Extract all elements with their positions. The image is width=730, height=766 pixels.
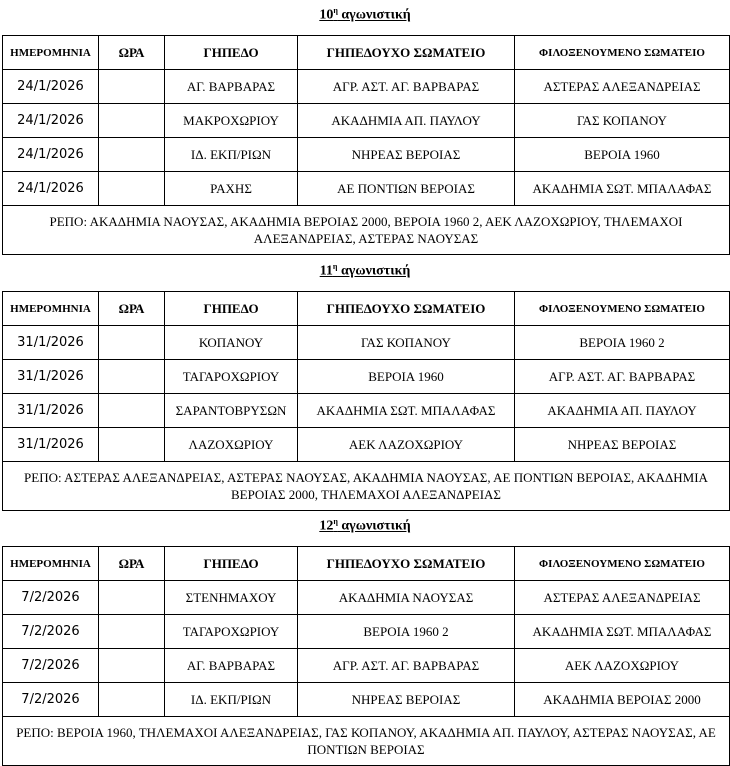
fixtures-table — [2, 35, 730, 255]
round-title — [0, 6, 730, 24]
match-venue: ΤΑΓΑΡΟΧΩΡΙΟΥ — [165, 615, 298, 649]
match-home-team: ΑΚΑΔΗΜΙΑ ΑΠ. ΠΑΥΛΟΥ — [298, 104, 515, 138]
repo-row — [3, 206, 730, 255]
match-away-team: ΑΓΡ. ΑΣΤ. ΑΓ. ΒΑΡΒΑΡΑΣ — [515, 360, 730, 394]
match-venue: ΣΑΡΑΝΤΟΒΡΥΣΩΝ — [165, 394, 298, 428]
round-title — [0, 262, 730, 280]
match-away-team: ΑΕΚ ΛΑΖΟΧΩΡΙΟΥ — [515, 649, 730, 683]
match-away-team: ΑΚΑΔΗΜΙΑ ΣΩΤ. ΜΠΑΛΑΦΑΣ — [515, 615, 730, 649]
header-time: ΩΡΑ — [99, 547, 165, 581]
match-home-team: ΝΗΡΕΑΣ ΒΕΡΟΙΑΣ — [298, 138, 515, 172]
table-row — [3, 172, 730, 206]
fixtures-table — [2, 291, 730, 511]
match-venue: ΙΔ. ΕΚΠ/ΡΙΩΝ — [165, 138, 298, 172]
header-date: ΗΜΕΡΟΜΗΝΙΑ — [3, 292, 99, 326]
table-row — [3, 70, 730, 104]
header-row — [3, 292, 730, 326]
round-ordinal-suffix: η — [332, 262, 338, 271]
match-date: 7/2/2026 — [3, 683, 99, 717]
table-row — [3, 428, 730, 462]
match-time — [99, 104, 165, 138]
match-home-team: ΝΗΡΕΑΣ ΒΕΡΟΙΑΣ — [298, 683, 515, 717]
match-time — [99, 428, 165, 462]
match-venue: ΛΑΖΟΧΩΡΙΟΥ — [165, 428, 298, 462]
match-date: 7/2/2026 — [3, 615, 99, 649]
match-venue: ΑΓ. ΒΑΡΒΑΡΑΣ — [165, 649, 298, 683]
match-time — [99, 581, 165, 615]
match-time — [99, 683, 165, 717]
round-number: 11 — [319, 263, 333, 279]
match-venue: ΙΔ. ΕΚΠ/ΡΙΩΝ — [165, 683, 298, 717]
match-date: 7/2/2026 — [3, 649, 99, 683]
match-venue: ΑΓ. ΒΑΡΒΑΡΑΣ — [165, 70, 298, 104]
table-row — [3, 649, 730, 683]
match-home-team: ΑΕ ΠΟΝΤΙΩΝ ΒΕΡΟΙΑΣ — [298, 172, 515, 206]
round-number: 12 — [319, 518, 334, 534]
table-row — [3, 581, 730, 615]
match-away-team: ΑΚΑΔΗΜΙΑ ΣΩΤ. ΜΠΑΛΑΦΑΣ — [515, 172, 730, 206]
header-home-team: ΓΗΠΕΔΟΥΧΟ ΣΩΜΑΤΕΙΟ — [298, 36, 515, 70]
match-venue: ΚΟΠΑΝΟΥ — [165, 326, 298, 360]
match-date: 31/1/2026 — [3, 394, 99, 428]
header-row — [3, 36, 730, 70]
match-time — [99, 70, 165, 104]
header-venue: ΓΗΠΕΔΟ — [165, 547, 298, 581]
match-date: 7/2/2026 — [3, 581, 99, 615]
match-away-team: ΝΗΡΕΑΣ ΒΕΡΟΙΑΣ — [515, 428, 730, 462]
header-home-team: ΓΗΠΕΔΟΥΧΟ ΣΩΜΑΤΕΙΟ — [298, 547, 515, 581]
repo-row — [3, 717, 730, 766]
match-venue: ΡΑΧΗΣ — [165, 172, 298, 206]
match-venue: ΣΤΕΝΗΜΑΧΟΥ — [165, 581, 298, 615]
match-time — [99, 172, 165, 206]
match-time — [99, 360, 165, 394]
match-venue: ΜΑΚΡΟΧΩΡΙΟΥ — [165, 104, 298, 138]
match-home-team: ΓΑΣ ΚΟΠΑΝΟΥ — [298, 326, 515, 360]
match-away-team: ΓΑΣ ΚΟΠΑΝΟΥ — [515, 104, 730, 138]
match-date: 31/1/2026 — [3, 360, 99, 394]
round-label: αγωνιστική — [337, 263, 411, 279]
table-row — [3, 360, 730, 394]
header-venue: ΓΗΠΕΔΟ — [165, 292, 298, 326]
match-date: 31/1/2026 — [3, 428, 99, 462]
match-time — [99, 649, 165, 683]
match-away-team: ΑΚΑΔΗΜΙΑ ΒΕΡΟΙΑΣ 2000 — [515, 683, 730, 717]
round-label: αγωνιστική — [337, 7, 411, 23]
table-row — [3, 104, 730, 138]
header-venue: ΓΗΠΕΔΟ — [165, 36, 298, 70]
match-home-team: ΑΚΑΔΗΜΙΑ ΝΑΟΥΣΑΣ — [298, 581, 515, 615]
match-time — [99, 394, 165, 428]
match-home-team: ΒΕΡΟΙΑ 1960 2 — [298, 615, 515, 649]
table-row — [3, 683, 730, 717]
match-venue: ΤΑΓΑΡΟΧΩΡΙΟΥ — [165, 360, 298, 394]
round-label: αγωνιστική — [337, 518, 411, 534]
match-home-team: ΒΕΡΟΙΑ 1960 — [298, 360, 515, 394]
header-home-team: ΓΗΠΕΔΟΥΧΟ ΣΩΜΑΤΕΙΟ — [298, 292, 515, 326]
match-away-team: ΑΣΤΕΡΑΣ ΑΛΕΞΑΝΔΡΕΙΑΣ — [515, 581, 730, 615]
round-ordinal-suffix: η — [333, 6, 338, 15]
match-away-team: ΒΕΡΟΙΑ 1960 — [515, 138, 730, 172]
match-away-team: ΑΚΑΔΗΜΙΑ ΑΠ. ΠΑΥΛΟΥ — [515, 394, 730, 428]
table-row — [3, 615, 730, 649]
header-time: ΩΡΑ — [99, 36, 165, 70]
table-row — [3, 394, 730, 428]
table-row — [3, 326, 730, 360]
match-time — [99, 615, 165, 649]
repo-teams: ΡΕΠΟ: ΑΚΑΔΗΜΙΑ ΝΑΟΥΣΑΣ, ΑΚΑΔΗΜΙΑ ΒΕΡΟΙΑΣ 2000, ΒΕΡΟΙΑ 1960 2, ΑΕΚ ΛΑΖΟΧΩΡΙΟΥ, ΤΗΛΕΜΑΧΟΙ ΑΛΕΞΑΝΔΡΕΙΑΣ, ΑΣΤΕΡΑΣ ΝΑΟΥΣΑΣ — [3, 206, 730, 255]
round-ordinal-suffix: η — [333, 517, 338, 526]
repo-teams: ΡΕΠΟ: ΒΕΡΟΙΑ 1960, ΤΗΛΕΜΑΧΟΙ ΑΛΕΞΑΝΔΡΕΙΑΣ, ΓΑΣ ΚΟΠΑΝΟΥ, ΑΚΑΔΗΜΙΑ ΑΠ. ΠΑΥΛΟΥ, ΑΣΤΕΡΑΣ ΝΑΟΥΣΑΣ, ΑΕ ΠΟΝΤΙΩΝ ΒΕΡΟΙΑΣ — [3, 717, 730, 766]
match-date: 24/1/2026 — [3, 138, 99, 172]
table-row — [3, 138, 730, 172]
match-home-team: ΑΓΡ. ΑΣΤ. ΑΓ. ΒΑΡΒΑΡΑΣ — [298, 649, 515, 683]
repo-teams: ΡΕΠΟ: ΑΣΤΕΡΑΣ ΑΛΕΞΑΝΔΡΕΙΑΣ, ΑΣΤΕΡΑΣ ΝΑΟΥΣΑΣ, ΑΚΑΔΗΜΙΑ ΝΑΟΥΣΑΣ, ΑΕ ΠΟΝΤΙΩΝ ΒΕΡΟΙΑΣ, ΑΚΑΔΗΜΙΑ ΒΕΡΟΙΑΣ 2000, ΤΗΛΕΜΑΧΟΙ ΑΛΕΞΑΝΔΡΕΙΑΣ — [3, 462, 730, 511]
match-home-team: ΑΓΡ. ΑΣΤ. ΑΓ. ΒΑΡΒΑΡΑΣ — [298, 70, 515, 104]
header-row — [3, 547, 730, 581]
repo-row — [3, 462, 730, 511]
match-away-team: ΒΕΡΟΙΑ 1960 2 — [515, 326, 730, 360]
header-date: ΗΜΕΡΟΜΗΝΙΑ — [3, 36, 99, 70]
round-title — [0, 517, 730, 535]
match-date: 24/1/2026 — [3, 172, 99, 206]
match-date: 31/1/2026 — [3, 326, 99, 360]
match-home-team: ΑΕΚ ΛΑΖΟΧΩΡΙΟΥ — [298, 428, 515, 462]
match-away-team: ΑΣΤΕΡΑΣ ΑΛΕΞΑΝΔΡΕΙΑΣ — [515, 70, 730, 104]
match-date: 24/1/2026 — [3, 70, 99, 104]
header-away-team: ΦΙΛΟΞΕΝΟΥΜΕΝΟ ΣΩΜΑΤΕΙΟ — [515, 292, 730, 326]
header-date: ΗΜΕΡΟΜΗΝΙΑ — [3, 547, 99, 581]
round-number: 10 — [319, 7, 334, 23]
match-time — [99, 326, 165, 360]
match-time — [99, 138, 165, 172]
header-away-team: ΦΙΛΟΞΕΝΟΥΜΕΝΟ ΣΩΜΑΤΕΙΟ — [515, 547, 730, 581]
header-time: ΩΡΑ — [99, 292, 165, 326]
match-home-team: ΑΚΑΔΗΜΙΑ ΣΩΤ. ΜΠΑΛΑΦΑΣ — [298, 394, 515, 428]
match-date: 24/1/2026 — [3, 104, 99, 138]
header-away-team: ΦΙΛΟΞΕΝΟΥΜΕΝΟ ΣΩΜΑΤΕΙΟ — [515, 36, 730, 70]
fixtures-table — [2, 546, 730, 766]
